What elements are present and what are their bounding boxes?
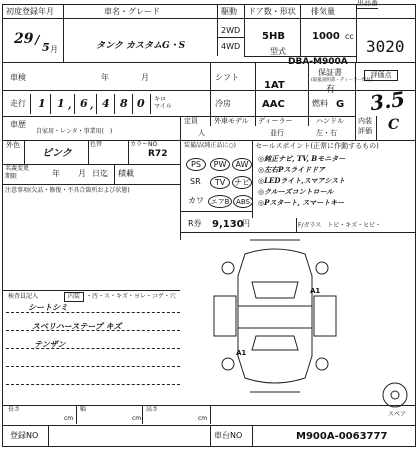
divider	[63, 4, 64, 62]
sales-line: ◎LEDライト,スマアシスト	[258, 176, 346, 185]
length-unit: cm	[64, 415, 74, 422]
exterior-color-label: 外色	[6, 141, 20, 149]
width-label: 幅	[80, 406, 87, 413]
displacement-label: 排気量	[311, 7, 335, 16]
inspection-year-unit: 年	[101, 73, 109, 82]
sales-line: ◎純正ナビ, TV, Bモニター	[258, 154, 346, 163]
recycle-label: R券	[188, 219, 202, 228]
car-name-label: 車名・グレード	[104, 7, 160, 16]
ac-value: AAC	[262, 99, 285, 110]
first-reg-label: 初度登録年月	[6, 7, 54, 16]
divider	[6, 366, 180, 367]
owner-month-unit: 月	[78, 169, 86, 178]
lot-number: 3020	[366, 37, 405, 56]
reg-month-unit: 月	[50, 45, 58, 54]
equip-kawa: カワ	[188, 196, 204, 205]
notes-title: 注意事項(欠品・修復・不具合箇所および状態)	[5, 187, 130, 194]
divider	[2, 90, 416, 91]
mileage-digit: 6	[80, 97, 88, 110]
color-no-label: カラーNO	[130, 141, 158, 148]
accessory-label: 積載	[118, 169, 134, 178]
divider	[217, 37, 244, 38]
length-label: 長さ	[8, 406, 21, 413]
displacement-unit: cc	[345, 32, 354, 41]
reg-separator: /	[35, 33, 40, 47]
car-diagram	[210, 236, 340, 396]
chassis-value: M900A-0063777	[296, 431, 388, 442]
divider	[296, 218, 297, 232]
capacity-label: 定員	[184, 117, 198, 125]
sales-line: ◎Pスタート, スマートキー	[258, 198, 345, 207]
divider	[24, 140, 25, 164]
inspector-label: 検査員記入	[8, 293, 39, 300]
inspector-interior-label: 内装	[64, 292, 84, 302]
mileage-unit-km: キロ	[154, 96, 167, 103]
color-change-label: 色替	[90, 141, 103, 148]
exterior-color-value: ピンク	[42, 148, 72, 159]
dealer-sub: 並行	[270, 129, 284, 137]
divider	[252, 425, 253, 447]
mileage-digit: 0	[137, 97, 145, 110]
divider	[88, 140, 89, 164]
diagram-marker: A1	[310, 287, 321, 295]
history-sub: 自家用・レンタ・事業用( )	[36, 128, 113, 135]
model-value: DBA-M900A	[288, 57, 348, 67]
equip-tv: TV	[210, 176, 230, 189]
windshield	[252, 282, 298, 298]
divider	[2, 425, 416, 426]
inspection-label: 車検	[10, 73, 26, 82]
digit-divider	[96, 94, 97, 114]
divider	[142, 405, 143, 424]
mileage-label: 走行	[10, 99, 26, 108]
divider	[217, 4, 218, 56]
rear-window	[252, 336, 298, 350]
divider	[114, 164, 115, 184]
door-value: 5HB	[262, 31, 285, 42]
history-label: 車歴	[10, 120, 26, 129]
divider	[76, 405, 77, 424]
divider	[6, 348, 180, 349]
reg-month: 5	[42, 41, 50, 54]
divider	[2, 290, 180, 291]
divider	[2, 18, 416, 19]
digit-divider	[30, 94, 31, 114]
mileage-digit: 8	[120, 97, 128, 110]
divider	[180, 232, 416, 233]
color-no-value: R72	[148, 149, 168, 159]
dealer-label: ディーラー	[258, 117, 293, 125]
equipment-title: 装備品(純正品に○)	[184, 142, 236, 149]
warranty-value: 有	[326, 85, 336, 95]
score-value: 3.5	[368, 86, 407, 116]
handle-label: ハンドル	[316, 117, 344, 125]
divider	[244, 4, 245, 56]
reg-year: 29	[14, 31, 34, 47]
digit-divider	[150, 94, 151, 114]
divider	[210, 425, 211, 447]
digit-divider	[74, 94, 75, 114]
divider	[376, 116, 377, 140]
digit-divider	[114, 94, 115, 114]
mileage-comma: ,	[90, 100, 94, 111]
reg-no-label: 登録NO	[10, 431, 39, 440]
car-body-outline	[238, 249, 312, 383]
model-label: 型式	[270, 47, 286, 56]
diagram-marker: A1	[236, 349, 247, 357]
chassis-label: 車台NO	[214, 431, 243, 440]
inspector-note: シートシミ	[28, 302, 68, 312]
fuel-label: 燃料	[312, 99, 328, 108]
exterior-model-label: 外車モデル	[214, 117, 249, 125]
interior-sub: 評価	[358, 127, 372, 135]
door-label: ドア数・形状	[248, 7, 296, 16]
owner-year-unit: 年	[52, 169, 60, 178]
handle-sub: 左・右	[316, 129, 337, 137]
divider	[2, 405, 416, 406]
equip-aw: AW	[232, 158, 252, 171]
divider	[2, 116, 356, 117]
top-right-stub: 出品番	[357, 0, 378, 7]
inspection-month-unit: 月	[141, 73, 149, 82]
interior-value: C	[388, 117, 400, 133]
drive-label: 駆動	[221, 7, 237, 16]
warranty-sub: (取扱説明書・ディーラー保付)	[311, 78, 373, 83]
equip-pw: PW	[210, 158, 230, 171]
owner-label-bottom: 期限	[5, 173, 18, 180]
divider	[210, 405, 211, 424]
displacement-value: 1000	[312, 31, 340, 42]
divider	[2, 184, 180, 185]
inspector-note: テンザン	[34, 339, 66, 349]
sales-title: セールスポイント(正常に作動するもの)	[255, 142, 379, 150]
divider	[300, 4, 301, 56]
mileage-digit: 4	[102, 97, 110, 110]
inspector-defects: ・汚・ス・キズ・ヨレ・コゲ・穴	[86, 293, 176, 300]
car-name-value: タンク カスタムG・S	[96, 41, 186, 51]
divider	[180, 211, 252, 212]
divider	[180, 140, 181, 240]
equip-abs: ABS	[233, 195, 253, 208]
recycle-value: 9,130	[212, 219, 244, 230]
mileage-digit: 1	[57, 97, 65, 110]
fuel-value: G	[336, 99, 345, 110]
divider	[48, 425, 49, 447]
owner-label-top: 名義変更	[5, 165, 30, 172]
owner-day-unit: 日迄	[92, 169, 108, 178]
shift-value: 1AT	[264, 80, 285, 91]
equip-sr: SR	[190, 177, 201, 186]
capacity-unit: 人	[198, 129, 205, 137]
height-unit: cm	[198, 415, 208, 422]
shift-label: シフト	[215, 73, 239, 82]
check-bar: F/ガラス トビ・キズ・ヒビ・	[298, 222, 382, 229]
digit-divider	[50, 94, 51, 114]
recycle-unit: 円	[242, 219, 250, 228]
equip-navi: ナビ	[234, 178, 250, 187]
drive-option-2wd: 2WD	[221, 26, 241, 35]
divider	[356, 4, 357, 62]
sales-line: ◎クルーズコントロール	[258, 187, 334, 196]
score-label: 評価点	[364, 70, 398, 81]
warranty-label: 保証書	[318, 68, 342, 77]
mileage-digit: 1	[38, 97, 46, 110]
divider	[2, 62, 416, 63]
equip-airbag: エアB	[208, 195, 232, 208]
divider	[6, 312, 180, 313]
ac-label: 冷房	[215, 99, 231, 108]
interior-label: 内装	[358, 117, 372, 125]
digit-divider	[132, 94, 133, 114]
mileage-unit-mile: マイル	[154, 103, 172, 110]
sales-line: ◎左右Pスライドドア	[258, 165, 325, 174]
divider	[128, 140, 129, 164]
spare-tire-diagram	[380, 380, 410, 410]
divider	[2, 140, 416, 141]
drive-option-4wd: 4WD	[221, 42, 241, 51]
height-label: 高さ	[146, 406, 159, 413]
divider	[180, 116, 181, 140]
mileage-comma: ,	[68, 100, 72, 111]
divider	[355, 116, 356, 140]
divider	[6, 384, 180, 385]
spare-label: スペア	[388, 411, 407, 418]
width-unit: cm	[132, 415, 142, 422]
equip-ps: PS	[186, 158, 206, 171]
divider	[252, 140, 253, 218]
inspector-note: スベリハーステープ キズ	[32, 321, 122, 331]
